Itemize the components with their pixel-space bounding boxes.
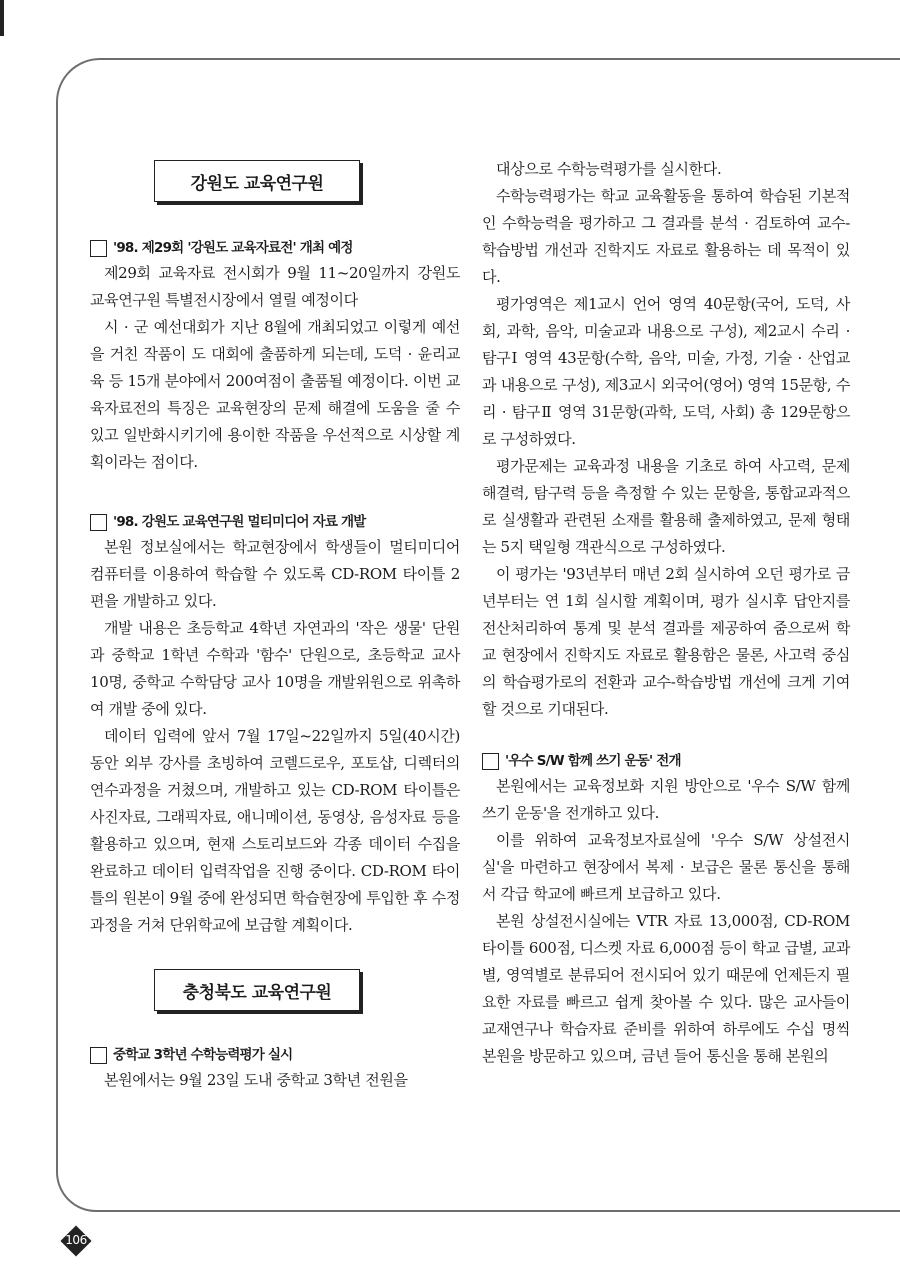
checkbox-icon — [90, 1047, 107, 1064]
item-heading-multimedia — [90, 510, 460, 534]
paragraph: 본원에서는 9월 23일 도내 중학교 3학년 전원을 — [104, 1071, 408, 1089]
heading-text: 중학교 3학년 수학능력평가 실시 — [113, 1047, 293, 1063]
section-title-gangwon: 강원도 교육연구원 — [154, 160, 360, 202]
paragraph: 이를 위하여 교육정보자료실에 '우수 S/W 상설전시실'을 마련하고 현장에서 복제 · 보급은 물론 통신을 통해서 각급 학교에 빠르게 보급하고 있다. — [482, 831, 850, 903]
paragraph: 본원에서는 교육정보화 지원 방안으로 '우수 S/W 함께 쓰기 운동'을 전개하고 있다. — [482, 777, 850, 822]
paragraph: 제29회 교육자료 전시회가 9월 11~20일까지 강원도 교육연구원 특별전시장에서 열릴 예정이다 — [90, 264, 460, 309]
page-number-badge — [61, 1226, 91, 1256]
section-title-chungbuk: 충청북도 교육연구원 — [154, 969, 360, 1011]
paragraph: 이 평가는 '93년부터 매년 2회 실시하여 오던 평가로 금년부터는 연 1회 실시할 계획이며, 평가 실시후 답안지를 전산처리하여 통계 및 분석 결과를 제공하여 줌으로써 학교 현장에서 진학지도 자료로 활용함은 물론, 사고력 중심의 학습평가로의 전환과 교수-학습방법 개선에 크게 기여할 것으로 기대된다. — [482, 565, 850, 718]
paragraph: 본원 정보실에서는 학교현장에서 학생들이 멀티미디어 컴퓨터를 이용하여 학습할 수 있도록 CD-ROM 타이틀 2편을 개발하고 있다. — [90, 538, 460, 610]
edge-mark — [0, 0, 4, 36]
paragraph: 평가문제는 교육과정 내용을 기초로 하여 사고력, 문제해결력, 탐구력 등을 측정할 수 있는 문항을, 통합교과적으로 실생활과 관련된 소재를 활용해 출제하였고, 문제 형태는 5지 택일형 객관식으로 구성하였다. — [482, 457, 850, 556]
right-column — [482, 156, 850, 1070]
heading-text: '우수 S/W 함께 쓰기 운동' 전개 — [505, 753, 681, 769]
paragraph: 대상으로 수학능력평가를 실시한다. — [496, 160, 722, 178]
checkbox-icon — [90, 514, 107, 531]
paragraph: 평가영역은 제1교시 언어 영역 40문항(국어, 도덕, 사회, 과학, 음악, 미술교과 내용으로 구성), 제2교시 수리 · 탐구Ⅰ 영역 43문항(수학, 음악, 미술, 가정, 기술 · 산업교과 내용으로 구성), 제3교시 외국어(영어) 영역 15문항, 수리 · 탐구Ⅱ 영역 31문항(과학, 도덕, 사회) 총 129문항으로 구성하였다. — [482, 295, 850, 448]
heading-text: '98. 강원도 교육연구원 멀티미디어 자료 개발 — [113, 514, 366, 530]
paragraph: 본원 상설전시실에는 VTR 자료 13,000점, CD-ROM 타이틀 600점, 디스켓 자료 6,000점 등이 학교 급별, 교과별, 영역별로 분류되어 전시되어 있기 때문에 언제든지 필요한 자료를 빠르고 쉽게 찾아볼 수 있다. 많은 교사들이 교재연구나 학습자료 준비를 위하여 하루에도 수십 명씩 본원을 방문하고 있으며, 금년 들어 통신을 통해 본원의 — [482, 912, 850, 1065]
paragraph: 시 · 군 예선대회가 지난 8월에 개최되었고 이렇게 예선을 거친 작품이 도 대회에 출품하게 되는데, 도덕 · 윤리교육 등 15개 분야에서 200여점이 출품될 예정이다. 이번 교육자료전의 특징은 교육현장의 문제 해결에 도움을 줄 수 있고 일반화시키기에 용이한 작품을 우선적으로 시상할 계획이라는 점이다. — [90, 318, 460, 471]
heading-text: '98. 제29회 '강원도 교육자료전' 개최 예정 — [113, 240, 353, 256]
paragraph: 수학능력평가는 학교 교육활동을 통하여 학습된 기본적인 수학능력을 평가하고 그 결과를 분석 · 검토하여 교수-학습방법 개선과 진학지도 자료로 활용하는 데 목적이 있다. — [482, 187, 850, 286]
item-heading-exhibition — [90, 236, 460, 260]
page-number: 106 — [65, 1233, 87, 1247]
left-column — [90, 148, 460, 1094]
checkbox-icon — [90, 240, 107, 257]
paragraph: 개발 내용은 초등학교 4학년 자연과의 '작은 생물' 단원과 중학교 1학년 수학과 '함수' 단원으로, 초등학교 교사 10명, 중학교 수학담당 교사 10명을 개발위원으로 위촉하여 개발 중에 있다. — [90, 619, 460, 718]
checkbox-icon — [482, 753, 499, 770]
item-heading-math-test — [90, 1043, 460, 1067]
paragraph: 데이터 입력에 앞서 7월 17일~22일까지 5일(40시간) 동안 외부 강사를 초빙하여 코렐드로우, 포토샵, 디렉터의 연수과정을 거쳤으며, 개발하고 있는 CD-ROM 타이틀은 사진자료, 그래픽자료, 애니메이션, 동영상, 음성자료 등을 활용하고 있으며, 현재 스토리보드와 각종 데이터 수집을 완료하고 데이터 입력작업을 진행 중이다. CD-ROM 타이틀의 원본이 9월 중에 완성되면 학습현장에 투입한 후 수정 과정을 거쳐 단위학교에 보급할 계획이다. — [90, 727, 460, 934]
item-heading-software — [482, 749, 850, 773]
